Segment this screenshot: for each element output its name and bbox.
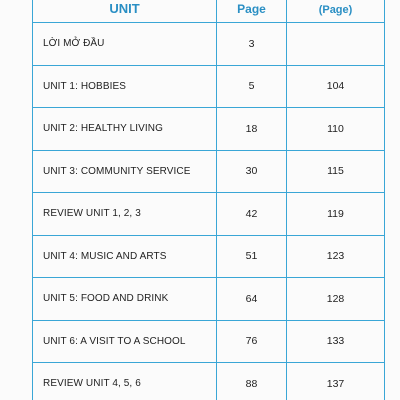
row-page: 18: [217, 108, 287, 151]
row-unit-name: UNIT 5: FOOD AND DRINK: [33, 278, 217, 321]
row-page: 76: [217, 320, 287, 363]
row-page-secondary: 123: [287, 235, 385, 278]
header-page-secondary-bottom: (Page): [318, 4, 353, 16]
row-unit-name: UNIT 4: MUSIC AND ARTS: [33, 235, 217, 278]
header-row: [33, 0, 385, 23]
row-page: 51: [217, 235, 287, 278]
row-unit-name: UNIT 1: HOBBIES: [33, 65, 217, 108]
row-unit-name: REVIEW UNIT 4, 5, 6: [33, 363, 217, 400]
table-of-contents: [32, 0, 385, 400]
table-row: [33, 108, 385, 151]
row-page-secondary: 115: [287, 150, 385, 193]
row-page: 3: [217, 23, 287, 66]
row-unit-name: UNIT 6: A VISIT TO A SCHOOL: [33, 320, 217, 363]
table-row: [33, 320, 385, 363]
table-row: [33, 23, 385, 66]
table-row: [33, 65, 385, 108]
header-page: Page: [217, 0, 287, 23]
row-page: 42: [217, 193, 287, 236]
row-unit-name: UNIT 2: HEALTHY LIVING: [33, 108, 217, 151]
row-page-secondary: 128: [287, 278, 385, 321]
header-page-secondary: [287, 0, 385, 23]
row-unit-name: REVIEW UNIT 1, 2, 3: [33, 193, 217, 236]
row-page: 88: [217, 363, 287, 400]
row-page-secondary: [287, 23, 385, 66]
header-unit: UNIT: [33, 0, 217, 23]
table-row: [33, 235, 385, 278]
row-page: 30: [217, 150, 287, 193]
row-page: 64: [217, 278, 287, 321]
table-row: [33, 193, 385, 236]
row-unit-name: LỜI MỞ ĐẦU: [33, 23, 217, 66]
row-page-secondary: 137: [287, 363, 385, 400]
table-row: [33, 278, 385, 321]
row-page-secondary: 104: [287, 65, 385, 108]
table-row: [33, 363, 385, 400]
row-page: 5: [217, 65, 287, 108]
table-row: [33, 150, 385, 193]
row-page-secondary: 133: [287, 320, 385, 363]
row-page-secondary: 119: [287, 193, 385, 236]
row-unit-name: UNIT 3: COMMUNITY SERVICE: [33, 150, 217, 193]
row-page-secondary: 110: [287, 108, 385, 151]
